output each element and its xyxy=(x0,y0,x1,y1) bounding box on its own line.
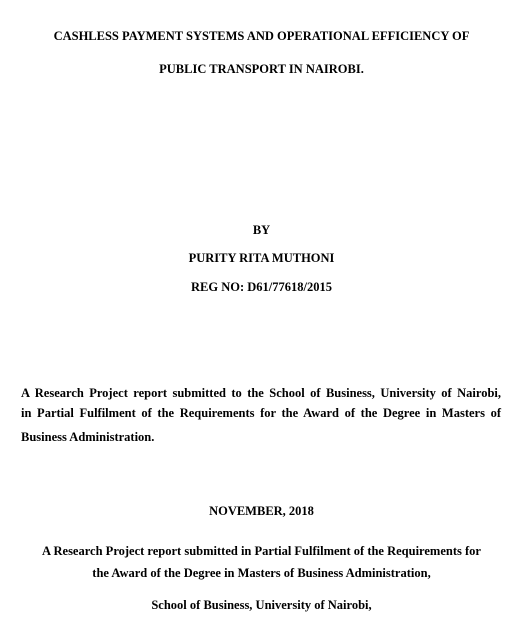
submission-date: NOVEMBER, 2018 xyxy=(209,504,314,518)
author-name: PURITY RITA MUTHONI xyxy=(188,251,335,265)
submission-statement-line-2: in Partial Fulfilment of the Requirements for the Award of the Degree in Masters of xyxy=(21,406,501,420)
repeat-statement-line-1: A Research Project report submitted in Partial Fulfilment of the Requirements for xyxy=(42,544,481,558)
submission-statement-line-3: Business Administration. xyxy=(21,430,155,444)
repeat-statement-line-2: the Award of the Degree in Masters of Business Administration, xyxy=(92,566,431,580)
submission-statement-line-1: A Research Project report submitted to the School of Business, University of Nairobi, xyxy=(21,386,501,400)
title-line-2: PUBLIC TRANSPORT IN NAIROBI. xyxy=(159,62,364,76)
repeat-statement-line-3: School of Business, University of Nairobi, xyxy=(151,598,372,612)
registration-number: REG NO: D61/77618/2015 xyxy=(191,280,332,294)
by-label: BY xyxy=(252,223,271,237)
title-line-1: CASHLESS PAYMENT SYSTEMS AND OPERATIONAL EFFICIENCY OF xyxy=(53,29,470,43)
